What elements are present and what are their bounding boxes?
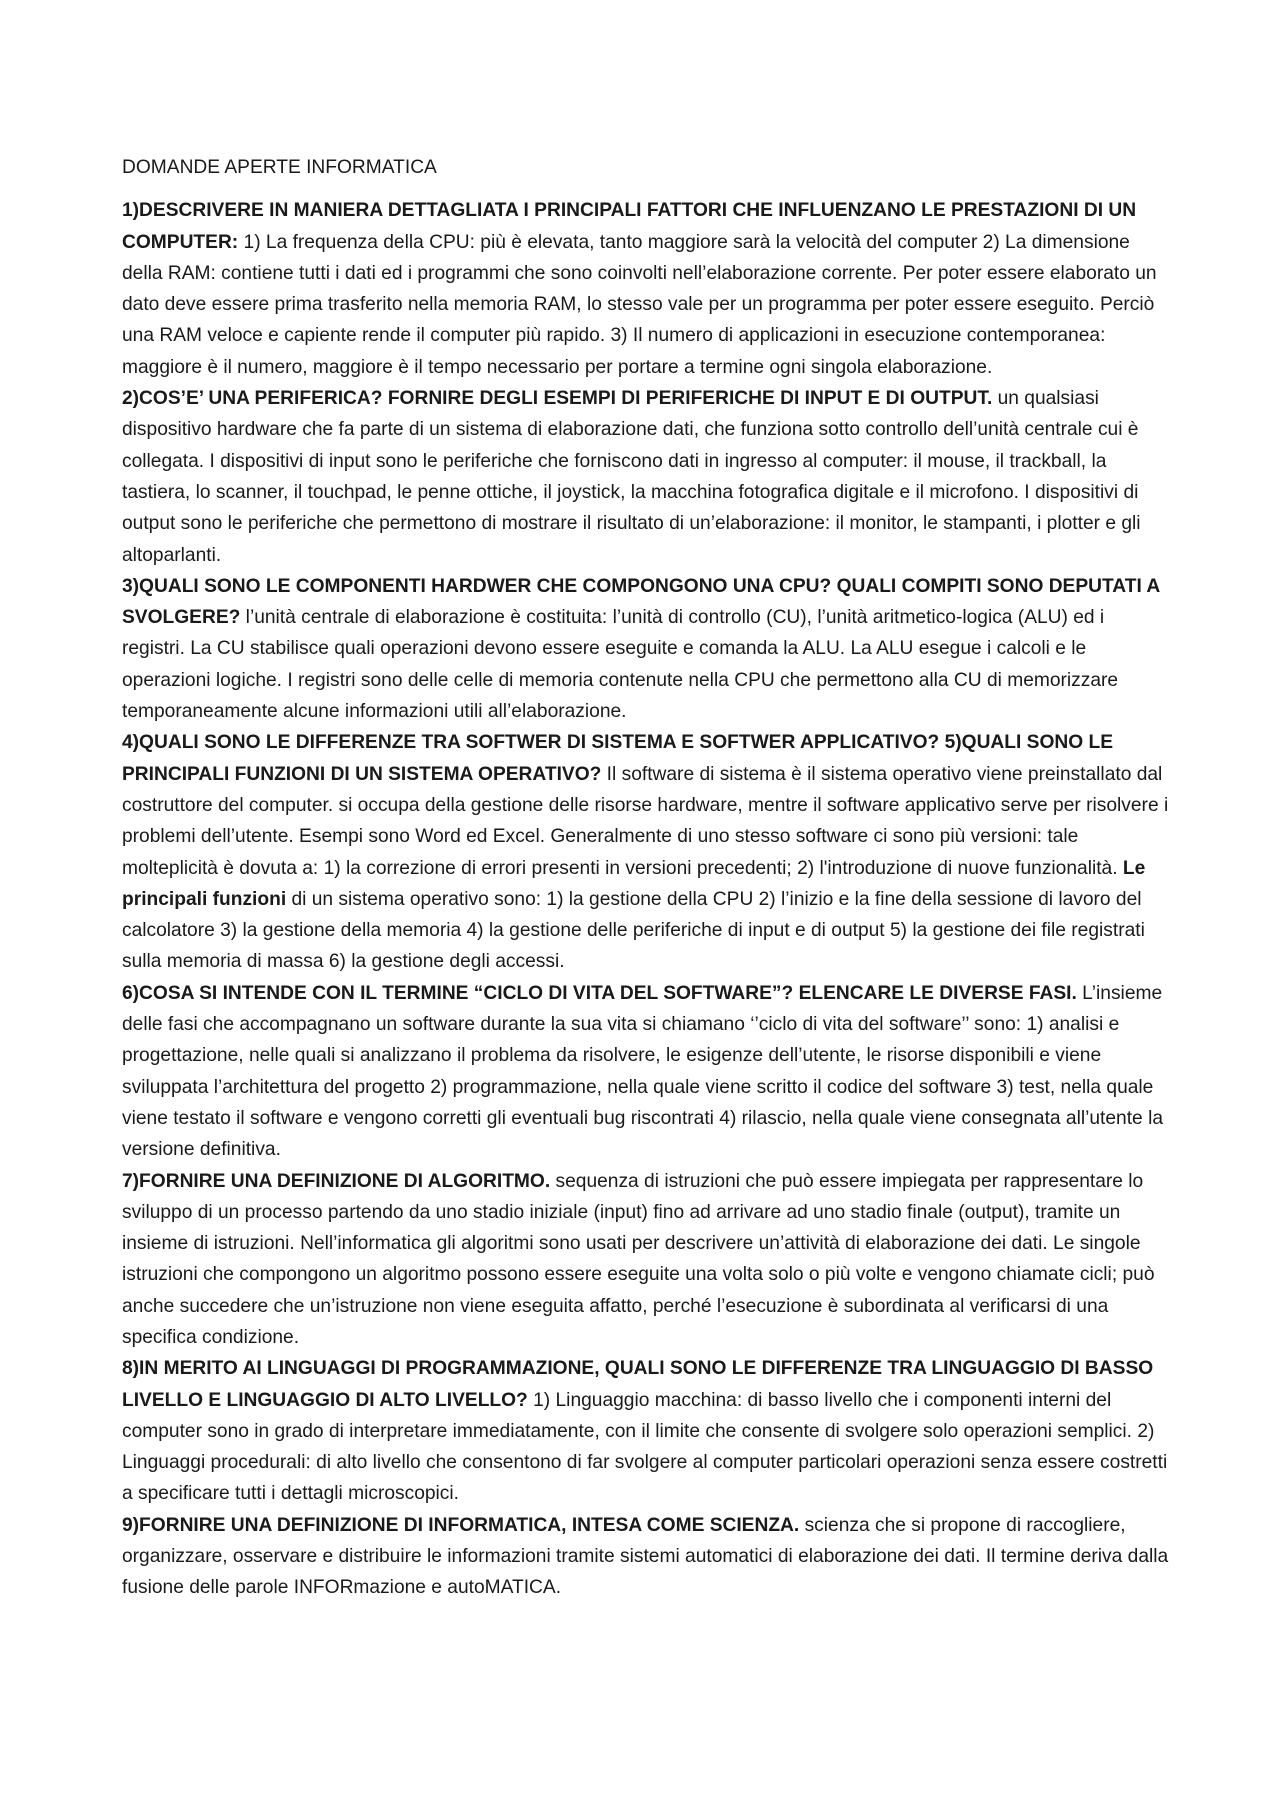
document-page xyxy=(122,152,1172,1604)
qa-paragraph-6 xyxy=(122,978,1172,1166)
answer-text: sequenza di istruzioni che può essere impiegata per rappresentare lo sviluppo di un processo partendo da uno stadio iniziale (input) fino ad arrivare ad uno stadio finale (output), tramite un insieme di istruzioni. Nell’informatica gli algoritmi sono usati per descrivere un’attività di elaborazione dei dati. Le singole istruzioni che compongono un algoritmo possono essere eseguite una volta solo o più volte e vengono chiamate cicli; può anche succedere che un’istruzione non viene eseguita affatto, perché l’esecuzione è subordinata al verificarsi di una specifica condizione. xyxy=(122,1170,1155,1348)
qa-paragraph-7 xyxy=(122,1166,1172,1354)
answer-text: 1) Linguaggio macchina: di basso livello che i componenti interni del computer sono in grado di interpretare immediatamente, con il limite che consente di svolgere solo operazioni semplici. 2) Linguaggi procedurali: di alto livello che consentono di far svolgere al computer particolari operazioni senza essere costretti a specificare tutti i dettagli microscopici. xyxy=(122,1389,1168,1505)
question-text: 8)IN MERITO AI LINGUAGGI DI PROGRAMMAZIONE, QUALI SONO LE DIFFERENZE TRA LINGUAGGIO DI BASSO LIVELLO E LINGUAGGIO DI ALTO LIVELLO? xyxy=(122,1358,1154,1411)
qa-paragraph-9 xyxy=(122,1510,1172,1604)
question-text: 6)COSA SI INTENDE CON IL TERMINE “CICLO DI VITA DEL SOFTWARE”? ELENCARE LE DIVERSE FASI. xyxy=(122,982,1077,1004)
qa-paragraph-3 xyxy=(122,571,1172,727)
question-text: 7)FORNIRE UNA DEFINIZIONE DI ALGORITMO. xyxy=(122,1170,551,1192)
qa-paragraph-1 xyxy=(122,195,1172,383)
qa-paragraph-2 xyxy=(122,383,1172,571)
question-text: 4)QUALI SONO LE DIFFERENZE TRA SOFTWER DI SISTEMA E SOFTWER APPLICATIVO? 5)QUALI SONO LE PRINCIPALI FUNZIONI DI UN SISTEMA OPERATIVO? xyxy=(122,732,1114,785)
answer-text: un qualsiasi dispositivo hardware che fa parte di un sistema di elaborazione dati, che funziona sotto controllo dell’unità centrale cui è collegata. I dispositivi di input sono le periferiche che forniscono dati in ingresso al computer: il mouse, il trackball, la tastiera, lo scanner, il touchpad, le penne ottiche, il joystick, la macchina fotografica digitale e il microfono. I dispositivi di output sono le periferiche che permettono di mostrare il risultato di un’elaborazione: il monitor, le stampanti, i plotter e gli altoparlanti. xyxy=(122,388,1141,566)
answer-tail-text: di un sistema operativo sono: 1) la gestione della CPU 2) l’inizio e la fine della sessione di lavoro del calcolatore 3) la gestione della memoria 4) la gestione delle periferiche di input e di output 5) la gestione dei file registrati sulla memoria di massa 6) la gestione degli accessi. xyxy=(122,888,1145,973)
qa-paragraph-8 xyxy=(122,1353,1172,1509)
question-text: 9)FORNIRE UNA DEFINIZIONE DI INFORMATICA, INTESA COME SCIENZA. xyxy=(122,1514,800,1536)
document-title: DOMANDE APERTE INFORMATICA xyxy=(122,157,437,178)
answer-text: l’unità centrale di elaborazione è costituita: l’unità di controllo (CU), l’unità aritmetico-logica (ALU) ed i registri. La CU stabilisce quali operazioni devono essere eseguite e comanda la ALU. La ALU esegue i calcoli e le operazioni logiche. I registri sono delle celle di memoria contenute nella CPU che permettono alla CU di memorizzare temporaneamente alcune informazioni utili all’elaborazione. xyxy=(122,607,1119,723)
question-text: 3)QUALI SONO LE COMPONENTI HARDWER CHE COMPONGONO UNA CPU? QUALI COMPITI SONO DEPUTATI A SVOLGERE? xyxy=(122,575,1160,629)
answer-text: scienza che si propone di raccogliere, organizzare, osservare e distribuire le informazioni tramite sistemi automatici di elaborazione dei dati. Il termine deriva dalla fusione delle parole INFORmazione e autoMATICA. xyxy=(122,1514,1169,1599)
question-text: 1)DESCRIVERE IN MANIERA DETTAGLIATA I PRINCIPALI FATTORI CHE INFLUENZANO LE PRESTAZIONI DI UN COMPUTER: xyxy=(122,200,1137,253)
answer-bold-text: Le principali funzioni xyxy=(122,857,1146,910)
qa-paragraph-4 xyxy=(122,727,1172,977)
answer-text: 1) La frequenza della CPU: più è elevata, tanto maggiore sarà la velocità del computer 2) La dimensione della RAM: contiene tutti i dati ed i programmi che sono coinvolti nell’elaborazione corrente. Per poter essere elaborato un dato deve essere prima trasferito nella memoria RAM, lo stesso vale per un programma per poter essere eseguito. Perciò una RAM veloce e capiente rende il computer più rapido. 3) Il numero di applicazioni in esecuzione contemporanea: maggiore è il numero, maggiore è il tempo necessario per portare a termine ogni singola elaborazione. xyxy=(122,231,1157,378)
question-text: 2)COS’E’ UNA PERIFERICA? FORNIRE DEGLI ESEMPI DI PERIFERICHE DI INPUT E DI OUTPUT. xyxy=(122,388,993,410)
answer-text: Il software di sistema è il sistema operativo viene preinstallato dal costruttore del computer. si occupa della gestione delle risorse hardware, mentre il software applicativo serve per risolvere i problemi dell’utente. Esempi sono Word ed Excel. Generalmente di uno stesso software ci sono più versioni: tale molteplicità è dovuta a: 1) la correzione di errori presenti in versioni precedenti; 2) l'introduzione di nuove funzionalità. xyxy=(122,763,1169,879)
answer-text: L’insieme delle fasi che accompagnano un software durante la sua vita si chiamano ‘’ciclo di vita del software’’ sono: 1) analisi e progettazione, nelle quali si analizzano il problema da risolvere, le esigenze dell’utente, le risorse disponibili e viene sviluppata l’architettura del progetto 2) programmazione, nella quale viene scritto il codice del software 3) test, nella quale viene testato il software e vengono corretti gli eventuali bug riscontrati 4) rilascio, nella quale viene consegnata all’utente la versione definitiva. xyxy=(122,982,1163,1161)
